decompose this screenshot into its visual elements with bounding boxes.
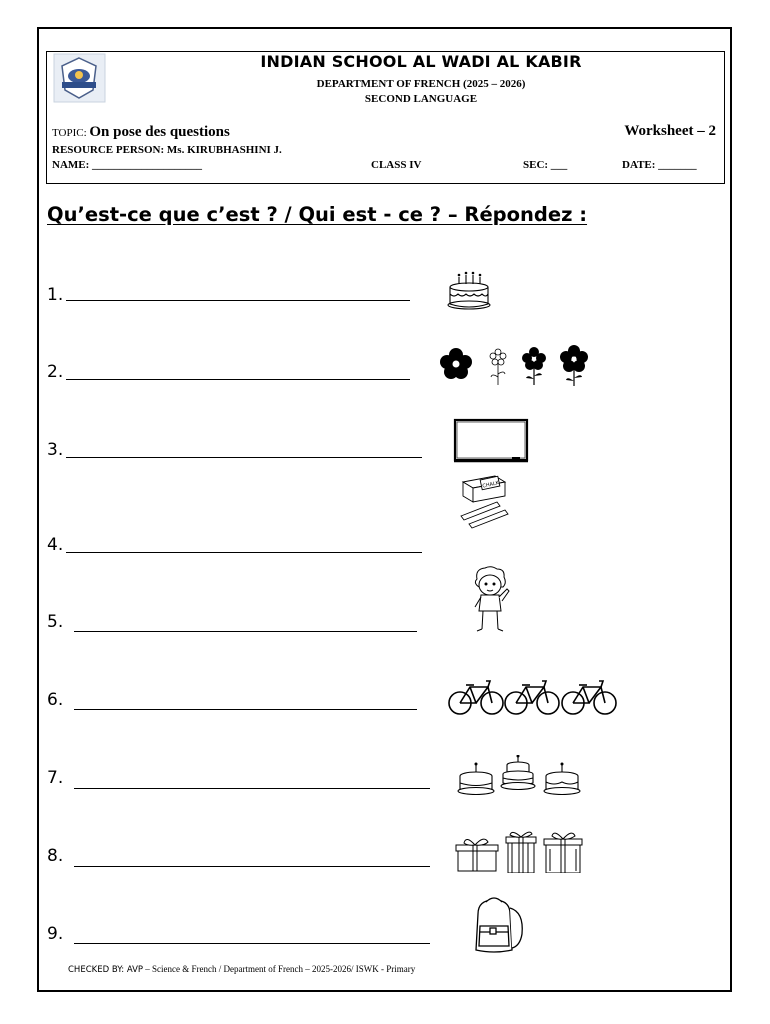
department: DEPARTMENT OF FRENCH (2025 – 2026) [316, 78, 526, 90]
question-number: 4. [47, 535, 64, 555]
checked-by: CHECKED BY: AVP [68, 965, 144, 975]
flowers-icon [438, 343, 593, 388]
cakes-icon [456, 755, 586, 795]
cake-icon [444, 270, 494, 312]
backpack-icon [466, 894, 530, 958]
footer-rest: – Science & French / Department of French – 2025-2026/ ISWK - Primary [143, 964, 416, 974]
answer-line[interactable] [66, 300, 410, 301]
question-number: 1. [47, 285, 64, 305]
second-language: SECOND LANGUAGE [364, 93, 478, 105]
worksheet-number: Worksheet – 2 [624, 123, 716, 139]
answer-line[interactable] [66, 552, 422, 553]
question-number: 6. [47, 690, 64, 710]
topic [52, 124, 230, 141]
chalk-label: CHALK [481, 480, 500, 490]
topic-value: On pose des questions [89, 124, 230, 140]
answer-line[interactable] [66, 457, 422, 458]
class-label: CLASS IV [371, 159, 422, 171]
question-number: 3. [47, 440, 64, 460]
bicycles-icon [446, 663, 621, 718]
worksheet-heading: Qu’est-ce que c’est ? / Qui est - ce ? – Répondez : [47, 203, 588, 226]
answer-line[interactable] [66, 379, 410, 380]
footer-note [68, 964, 415, 975]
gifts-icon [454, 827, 586, 873]
topic-label: TOPIC: [52, 127, 87, 139]
question-number: 8. [47, 846, 64, 866]
answer-line[interactable] [74, 631, 417, 632]
school-name: INDIAN SCHOOL AL WADI AL KABIR [260, 52, 582, 71]
sec-field[interactable]: SEC: ___ [523, 159, 568, 171]
question-number: 5. [47, 612, 64, 632]
answer-line[interactable] [74, 866, 430, 867]
question-number: 7. [47, 768, 64, 788]
boy-icon [467, 565, 513, 633]
question-number: 2. [47, 362, 64, 382]
answer-line[interactable] [74, 709, 417, 710]
resource-person: RESOURCE PERSON: Ms. KIRUBHASHINI J. [52, 144, 282, 156]
blackboard-icon [452, 417, 530, 465]
date-field[interactable]: DATE: _______ [622, 159, 697, 171]
answer-line[interactable] [74, 788, 430, 789]
name-field[interactable]: NAME: ____________________ [52, 159, 203, 171]
question-number: 9. [47, 924, 64, 944]
answer-line[interactable] [74, 943, 430, 944]
chalk-icon [455, 470, 525, 530]
